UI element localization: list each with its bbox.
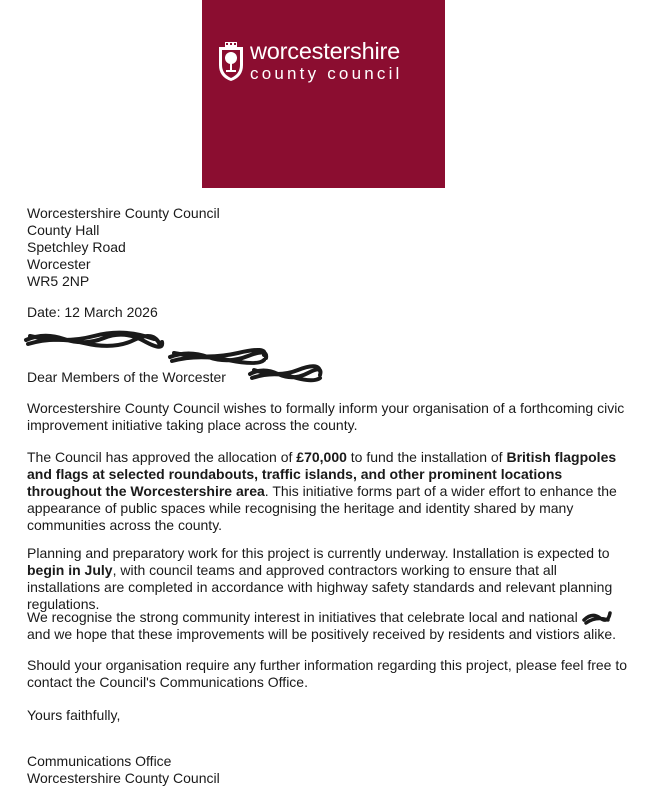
project-scope-bold: British flagpoles and flags at selected roundabouts, traffic islands, and other prominent locations throughout the Worcestershire area — [27, 449, 617, 499]
paragraph-community — [27, 609, 627, 643]
letter-date: Date: 12 March 2026 — [27, 304, 158, 320]
address-line: WR5 2NP — [27, 273, 90, 289]
start-date-bold: begin in July — [27, 562, 113, 578]
signature-block — [27, 753, 627, 787]
address-line: Worcester — [27, 256, 91, 272]
address-line: County Hall — [27, 222, 100, 238]
address-line: Worcestershire County Council — [27, 205, 220, 221]
paragraph-text: We recognise the strong community interest in initiatives that celebrate local and national — [27, 609, 582, 625]
brand-subtitle: county council — [250, 64, 403, 83]
paragraph-timeline — [27, 545, 627, 613]
address-line: Spetchley Road — [27, 239, 126, 255]
signature-line: Communications Office — [27, 753, 172, 769]
letterhead-logo — [202, 0, 445, 188]
paragraph-text: . This initiative forms part of a wider effort to enhance the appearance of public spaces while recognising the heritage and identity shared by many communities across the county. — [27, 483, 617, 533]
paragraph-text: , with council teams and approved contractors working to ensure that all installations are completed in accordance with highway safety standards and relevant planning regulations. — [27, 562, 613, 612]
paragraph-allocation — [27, 449, 627, 534]
redaction-scribble-salutation — [248, 364, 322, 384]
paragraph-text: to fund the installation of — [346, 449, 507, 465]
paragraph-text: The Council has approved the allocation of — [27, 449, 297, 465]
paragraph-text: and we hope that these improvements will be positively received by residents and vistiors alike. — [27, 626, 617, 642]
brand-name: worcestershire — [250, 38, 400, 64]
closing: Yours faithfully, — [27, 707, 121, 723]
council-crest-icon — [216, 41, 246, 83]
sender-address — [27, 205, 627, 290]
redaction-scribble-recipient — [24, 330, 164, 352]
paragraph-contact: Should your organisation require any further information regarding this project, please feel free to contact the Council's Communications Office. — [27, 657, 628, 690]
salutation-text: Dear Members of the Worcester — [27, 369, 226, 385]
redacted-word — [582, 612, 612, 624]
signature-line: Worcestershire County Council — [27, 770, 220, 786]
paragraph-intro: Worcestershire County Council wishes to formally inform your organisation of a forthcoming civic improvement initiative taking place across the county. — [27, 400, 625, 433]
funding-amount: £70,000 — [296, 449, 347, 465]
paragraph-text: Planning and preparatory work for this project is currently underway. Installation is expected to — [27, 545, 610, 561]
salutation — [27, 369, 627, 386]
